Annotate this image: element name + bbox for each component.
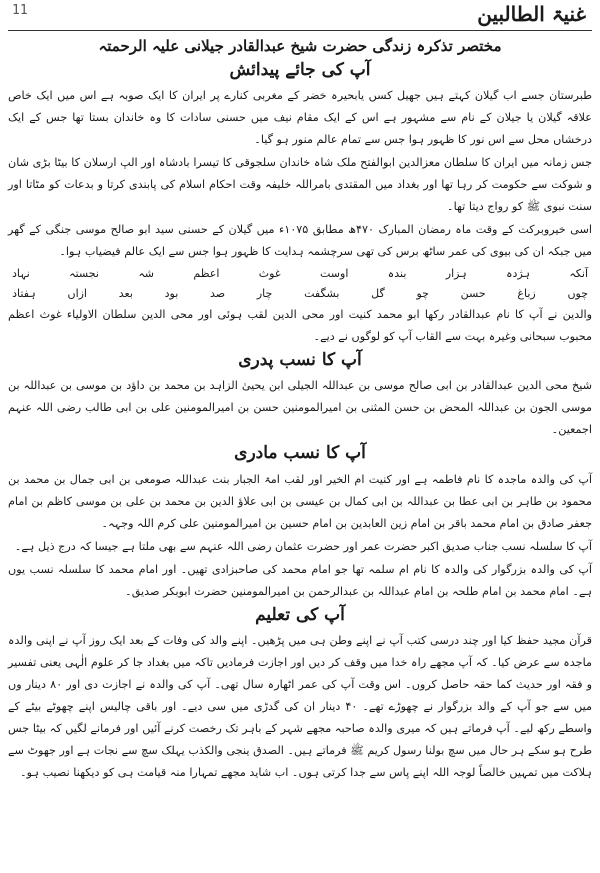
verse-word: ازاں [67,287,87,300]
verse-word: اوست [319,267,349,280]
running-header [8,0,592,31]
education-heading: آپ کی تعلیم [255,604,345,625]
verse-word: گل [371,287,385,300]
birthplace-paragraph-2: جس زمانہ میں ایران کا سلطان معزالدین ابوالفتح ملک شاہ خاندان سلجوقی کا تیسرا بادشاہ اور الپ ارسلان کا بیٹا بڑی شان و شوکت سے حکومت کر رہا تھا اور بغداد میں المقتدی بامراللہ خلیفہ وقت احکام اسلام کی پابندی کرتا و بدعات کو مٹاتا اور سنت نبوی ﷺ کو رواج دیتا تھا۔ [8,156,592,213]
maternal-lineage-paragraph-1: آپ کی والدہ ماجدہ کا نام فاطمہ ہے اور کنیت ام الخیر اور لقب امۃ الجبار بنت عبداللہ صومعی بن ابی جمال بن محمد بن محمود بن طاہر بن ابی عطا بن عبداللہ بن ابی کمال بن عیسی بن ابی علاؤ الدین بن محمد بن علی بن موسی کاظم بن امام جعفر صادق بن امام محمد باقر بن امام زین العابدین بن امام حسین بن امیرالمومنین علی کرم اللہ وجہہ۔ [8,472,592,530]
verse-line-1 [8,264,592,284]
maternal-lineage-paragraph-2: آپ کا سلسلہ نسب جناب صدیق اکبر حضرت عمر اور حضرت عثمان رضی اللہ عنہم سے بھی ملتا ہے جیسا کہ درج ذیل ہے۔ [14,539,592,553]
paternal-lineage-heading: آپ کا نسب پدری [238,350,362,370]
verse-word: چو [416,287,429,300]
verse-line-2 [8,284,592,304]
verse-word: نجستہ [69,267,99,280]
birthplace-paragraph-3: اسی خیروبرکت کے وقت ماہ رمضان المبارک ۴۷۰ھ مطابق ۱۰۷۵ء میں گیلان کے حسنی سید ابو صالح موسی جنگی کے گھر میں جبکہ ان کی بیوی کی عمر ساٹھ برس کی تھی سرچشمہ ہدایت کا ظہور ہوا جس سے ایک عالم فیضیاب ہوا۔ [8,223,592,258]
page-number: 11 [12,3,28,18]
book-title: غنیۃ الطالبین [477,2,586,26]
main-title: مختصر تذکرہ زندگی حضرت شیخ عبدالقادر جیلانی علیہ الرحمتہ [98,37,502,55]
verse-word: زباغ [517,287,536,300]
verse-word: بندہ [387,267,407,280]
verse-word: چوں [567,287,588,300]
verse-word: چار [256,287,273,300]
verse-word: ہژدہ [506,267,530,280]
paternal-lineage-paragraph: شیخ محی الدین عبدالقادر بن ابی صالح موسی بن عبداللہ الجیلی ابن یحییٰ الزاہد بن محمد بن داؤد بن موسی بن عبداللہ بن موسی الجون بن عبداللہ المحض بن حسن المثنی بن امیرالمومنین حسن بن امیرالمومنین علی بن ابی طالب رضی اللہ عنہم اجمعین۔ [8,379,592,437]
verse-word: بشگفت [304,287,340,300]
verse-word: بعد [118,287,133,300]
education-paragraph: قرآن مجید حفظ کیا اور چند درسی کتب آپ نے اپنے وطن ہی میں پڑھیں۔ اپنے والد کی وفات کے بعد ایک روز آپ نے اپنی والدہ ماجدہ سے عرض کیا۔ کہ آپ مجھے راہ خدا میں وقف کر دیں اور اجازت فرمادیں تاکہ میں بغداد جا کر علوم الٰہی یعنی تفسیر و فقہ اور حدیث کما حقہ حاصل کروں۔ اس وقت آپ کی عمر اٹھارہ سال تھی۔ آپ کی والدہ نے اجازت دی اور ۸۰ دینار وں میں سے جو آپ کے والد بزرگوار نے چھوڑے تھے۔ ۴۰ دینار ان کی گدڑی میں سی دیے۔ اور باقی چالیس اپنے چھوٹے بیٹے کے واسطے رکھ لیے۔ آپ فرماتے ہیں کہ میری والدہ صاحبہ مجھے شہر کے باہر تک رخصت کرنے آئیں اور فرمانے لگیں کہ بیٹا جس طرح ہو سکے ہر حال میں سچ بولنا رسول کریم ﷺ فرماتے ہیں۔ الصدق ینجی والکذب یہلک سچ سے نجات ہے اور جھوٹ سے ہلاکت میں تمہیں خالصاً لوجہ اللہ اپنے پاس سے جدا کرتی ہوں۔ اب شاید مجھے تمہارا منہ قیامت ہی کو دیکھنا نصیب ہو۔ [8,633,592,779]
verse-word: غوث [258,267,281,280]
names-paragraph: والدین نے آپ کا نام عبدالقادر رکھا ابو محمد کنیت اور محی الدین لقب ہوئی اور محی الدین سلطان الاولیاء غوث اعظم محبوب سبحانی وغیرہ بہت سے القاب آپ کو لوگوں نے دیے۔ [8,308,592,343]
maternal-lineage-paragraph-3: آپ کی والدہ بزرگوار کی والدہ کا نام ام سلمہ تھا جو امام محمد کی صاحبزادی تھیں۔ اور امام محمد کا سلسلہ نسب یوں ہے۔ امام محمد بن امام طلحہ بن امام عبداللہ بن عبدالرحمن بن امیرالمومنین حضرت ابوبکر صدیق۔ [8,562,592,598]
verse-word: نہاد [12,267,30,280]
verse-word: شہ [138,267,154,280]
verse-word: ہزار [445,267,467,280]
verse-word: حسن [460,287,486,300]
birthplace-heading: آپ کی جائے پیدائش [229,59,371,80]
verse-word: بود [164,287,179,300]
birthplace-paragraph-1: طبرستان جسے اب گیلان کہتے ہیں جھیل کسں یابحیرہ خضر کے مغربی کنارے پر ایران کا ایک صوبہ ہے اس میں ایک خاص علاقہ گیلان یا جیلان کے نام سے مشہور ہے اس کے ایک مقام نیف میں حسنی سادات کا وہ خاندان بستا تھا جس کے ایک درخشاں محل سے اس نور کا ظہور ہوا جس سے تمام عالم منور ہو گیا۔ [8,89,592,146]
verse-word: ہفتاد [12,287,36,300]
verse-word: اعظم [193,267,220,280]
maternal-lineage-heading: آپ کا نسب مادری [234,443,366,464]
verse-word: صد [210,287,226,300]
verse-word: آنکہ [569,267,588,280]
